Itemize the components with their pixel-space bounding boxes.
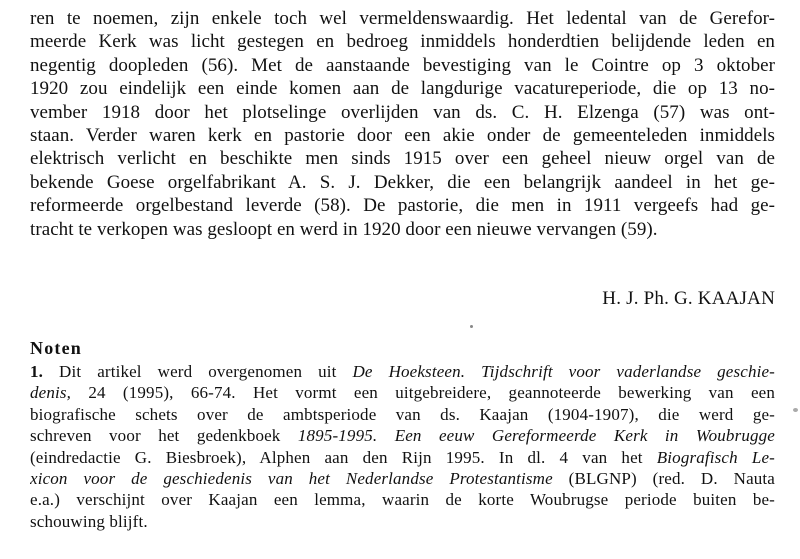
note-line: [30, 361, 775, 382]
note-line: biografische schets over de ambtsperiode van ds. Kaajan (1904-1907), die werd ge-: [30, 404, 775, 424]
body-line: bekende Goese orgelfabrikant A. S. J. Dekker, die een belangrijk aandeel in het ge-: [30, 171, 775, 193]
journal-title-cont: denis,: [30, 383, 72, 403]
note-line: schouwing blijft.: [30, 511, 148, 531]
document-page: [30, 0, 775, 559]
note-line: [30, 382, 775, 403]
lexicon-title-cont: xicon voor de geschiedenis van het Nederlandse Protestantisme: [30, 468, 553, 488]
body-line: tracht te verkopen was gesloopt en werd in 1920 door een nieuwe vervangen (59).: [30, 218, 658, 240]
body-line: 1920 zou eindelijk een einde komen aan de langdurige vacatureperiode, die op 13 no-: [30, 78, 775, 100]
body-line: elektrisch verlicht en beschikte men sinds 1915 over een geheel nieuw orgel van de: [30, 148, 775, 170]
book-title: 1895-1995. Een eeuw Gereformeerde Kerk in Woubrugge: [297, 426, 775, 446]
journal-title: De Hoeksteen. Tijdschrift voor vaderlandse geschie-: [352, 362, 775, 381]
lexicon-title: Biografisch Le-: [656, 447, 775, 467]
note-text: Dit artikel werd overgenomen uit: [43, 362, 353, 381]
body-line: meerde Kerk was licht gestegen en bedroeg inmiddels honderdtien belijdende leden en: [30, 31, 775, 53]
note-text: (BLGNP) (red. D. Nauta: [552, 468, 775, 488]
footnote-1: [30, 361, 775, 532]
note-text: (eindredactie G. Biesbroek), Alphen aan den Rijn 1995. In dl. 4 van het: [30, 447, 657, 467]
scan-speck: [470, 325, 473, 328]
note-number: 1.: [30, 362, 44, 381]
note-text: 24 (1995), 66-74. Het vormt een uitgebreidere, geannoteerde bewerking van een: [71, 383, 775, 403]
body-line: staan. Verder waren kerk en pastorie door een akie onder de gemeenteleden inmiddels: [30, 124, 775, 146]
body-line: negentig doopleden (56). Met de aanstaande bevestiging van le Cointre op 3 oktober: [30, 54, 775, 76]
note-line: [30, 425, 775, 446]
note-line: [30, 447, 775, 468]
note-text: schreven voor het gedenkboek: [30, 426, 298, 446]
body-paragraph: [30, 7, 775, 241]
body-line: ren te noemen, zijn enkele toch wel vermeldenswaardig. Het ledental van de Gerefor-: [30, 8, 775, 29]
scan-speck: [793, 408, 798, 412]
author-signature: H. J. Ph. G. KAAJAN: [602, 288, 775, 309]
body-line: vember 1918 door het plotselinge overlijden van ds. C. H. Elzenga (57) was ont-: [30, 101, 775, 123]
note-line: e.a.) verschijnt over Kaajan een lemma, waarin de korte Woubrugse periode buiten be-: [30, 490, 775, 510]
notes-heading: Noten: [30, 338, 82, 358]
note-line: [30, 468, 775, 489]
body-line: reformeerde orgelbestand leverde (58). De pastorie, die men in 1911 vergeefs had ge-: [30, 195, 775, 217]
